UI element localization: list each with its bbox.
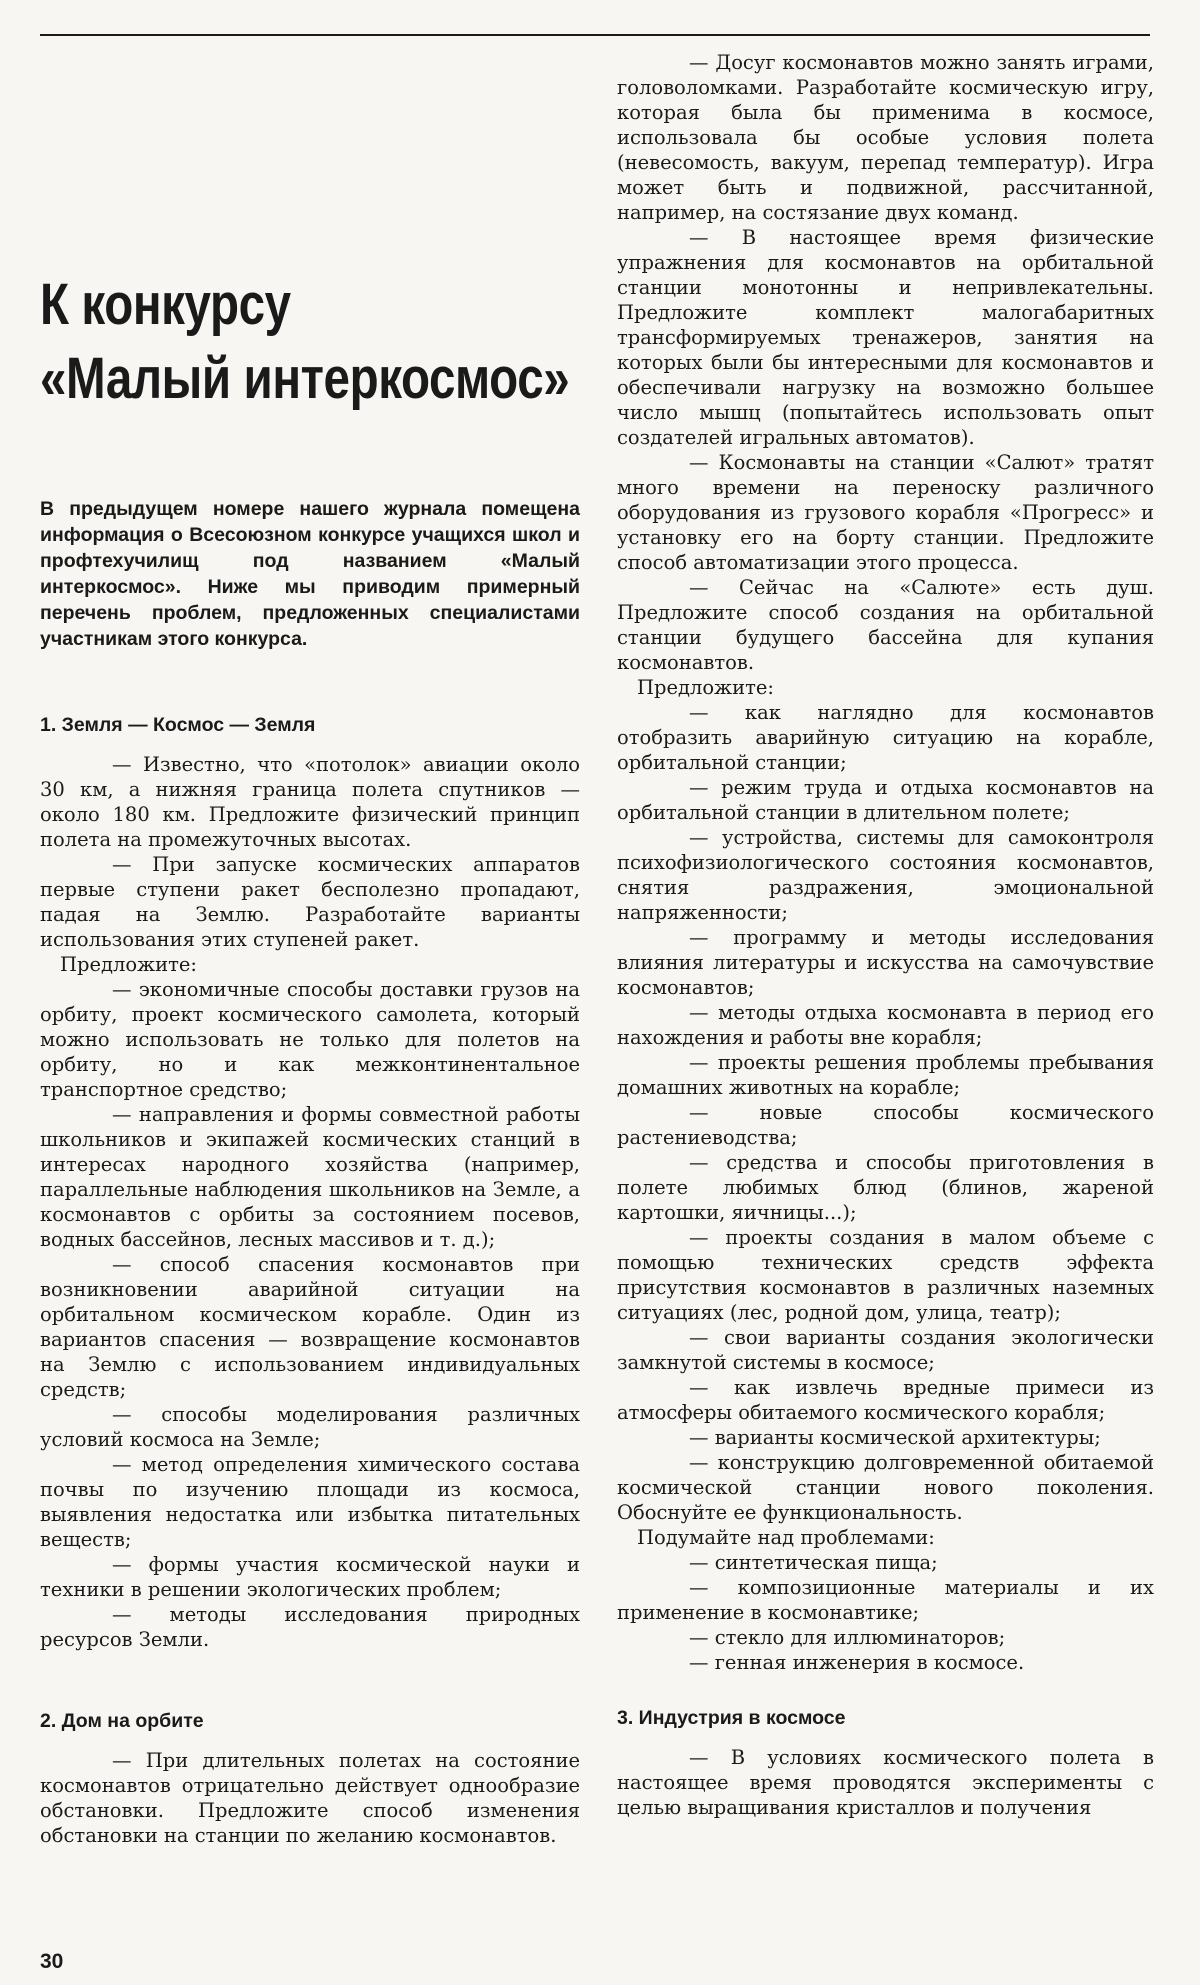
- section-2-list-item: — конструкцию долговременной обитаемой космической станции нового поколения. Обоснуйте ее функциональность.: [617, 1451, 1154, 1524]
- title-line-1: К конкурсу: [40, 272, 291, 337]
- section-2-propose-label: Предложите:: [637, 676, 774, 699]
- section-2-list-item: — средства и способы приготовления в полете любимых блюд (блинов, жареной картошки, яичницы...);: [617, 1151, 1154, 1224]
- section-2-list-item: — режим труда и отдыха космонавтов на орбитальной станции в длительном полете;: [617, 776, 1154, 824]
- section-2-heading: 2. Дом на орбите: [40, 1710, 204, 1732]
- section-2-list-item: — методы отдыха космонавта в период его нахождения и работы вне корабля;: [617, 1001, 1154, 1049]
- intro-paragraph: В предыдущем номере нашего журнала помещена информация о Всесоюзном конкурсе учащихся школ и профтехучилищ под названием «Малый интеркосмос». Ниже мы приводим примерный перечень проблем, предложенных специалистами участникам этого конкурса.: [40, 498, 580, 650]
- section-1-list-item: — способ спасения космонавтов при возникновении аварийной ситуации на орбитальном космическом корабле. Один из вариантов спасения — возвращение космонавтов на Землю с использованием индивидуальных средств;: [40, 1253, 580, 1401]
- section-1-list-item: — способы моделирования различных условий космоса на Земле;: [40, 1403, 580, 1451]
- section-2-problem-item: — композиционные материалы и их применение в космонавтике;: [617, 1576, 1154, 1624]
- section-2-list-item: — варианты космической архитектуры;: [689, 1426, 1101, 1449]
- section-1-propose-label: Предложите:: [60, 953, 197, 976]
- section-1-list-item: — формы участия космической науки и техники в решении экологических проблем;: [40, 1553, 580, 1601]
- top-rule: [40, 34, 1150, 36]
- section-2-list-item: — проекты решения проблемы пребывания домашних животных на корабле;: [617, 1051, 1154, 1099]
- section-1-paragraph: — Известно, что «потолок» авиации около 30 км, а нижняя граница полета спутников — около 180 км. Предложите физический принцип полета на промежуточных высотах.: [40, 753, 580, 851]
- left-column: [40, 50, 580, 1848]
- section-1-list-item: — экономичные способы доставки грузов на орбиту, проект космического самолета, который можно использовать не только для полетов на орбиту, но и как межконтинентальное транспортное средство;: [40, 978, 580, 1101]
- section-2-paragraph: — Космонавты на станции «Салют» тратят много времени на переноску различного оборудования из грузового корабля «Прогресс» и установку его на борту станции. Предложите способ автоматизации этого процесса.: [617, 451, 1154, 574]
- section-1-list-item: — метод определения химического состава почвы по изучению площади из космоса, выявления недостатка или избытка питательных веществ;: [40, 1453, 580, 1551]
- section-3-heading: 3. Индустрия в космосе: [617, 1707, 846, 1729]
- section-1-list-item: — методы исследования природных ресурсов Земли.: [40, 1603, 580, 1651]
- section-2-list-item: — как наглядно для космонавтов отобразить аварийную ситуацию на корабле, орбитальной станции;: [617, 701, 1154, 774]
- section-2-paragraph: — Сейчас на «Салюте» есть душ. Предложите способ создания на орбитальной станции будущего бассейна для купания космонавтов.: [617, 576, 1154, 674]
- section-2-problem-item: — генная инженерия в космосе.: [689, 1651, 1025, 1674]
- right-column: [617, 50, 1154, 1820]
- section-2-list-item: — как извлечь вредные примеси из атмосферы обитаемого космического корабля;: [617, 1376, 1154, 1424]
- section-2-list-item: — новые способы космического растениеводства;: [617, 1101, 1154, 1149]
- section-3-paragraph: — В условиях космического полета в настоящее время проводятся эксперименты с целью выращивания кристаллов и получения: [617, 1746, 1154, 1819]
- section-1-paragraph: — При запуске космических аппаратов первые ступени ракет бесполезно пропадают, падая на Землю. Разработайте варианты использования этих ступеней ракет.: [40, 853, 580, 951]
- title-line-2: «Малый интеркосмос»: [40, 346, 570, 411]
- article-title: [40, 268, 570, 416]
- section-1-list-item: — направления и формы совместной работы школьников и экипажей космических станций в интересах народного хозяйства (например, параллельные наблюдения школьников на Земле, а космонавтов с орбиты за состоянием посевов, водных бассейнов, лесных массивов и т. д.);: [40, 1103, 580, 1251]
- section-2-paragraph: — При длительных полетах на состояние космонавтов отрицательно действует однообразие обстановки. Предложите способ изменения обстановки на станции по желанию космонавтов.: [40, 1749, 580, 1847]
- section-2-list-item: — свои варианты создания экологически замкнутой системы в космосе;: [617, 1326, 1154, 1374]
- section-1-heading: 1. Земля — Космос — Земля: [40, 714, 316, 736]
- section-2-list-item: — программу и методы исследования влияния литературы и искусства на самочувствие космонавтов;: [617, 926, 1154, 999]
- section-2-problem-item: — стекло для иллюминаторов;: [689, 1626, 1006, 1649]
- section-2-list-item: — проекты создания в малом объеме с помощью технических средств эффекта присутствия космонавтов в различных наземных ситуациях (лес, родной дом, улица, театр);: [617, 1226, 1154, 1324]
- section-2-think-label: Подумайте над проблемами:: [637, 1526, 935, 1549]
- section-2-paragraph: — Досуг космонавтов можно занять играми, головоломками. Разработайте космическую игру, которая была бы применима в космосе, использовала бы особые условия полета (невесомость, вакуум, перепад температур). Игра может быть и подвижной, рассчитанной, например, на состязание двух команд.: [617, 51, 1154, 224]
- section-2-paragraph: — В настоящее время физические упражнения для космонавтов на орбитальной станции монотонны и непривлекательны. Предложите комплект малогабаритных трансформируемых тренажеров, занятия на которых были бы интересными для космонавтов и обеспечивали нагрузку на возможно большее число мышц (попытайтесь использовать опыт создателей игральных автоматов).: [617, 226, 1154, 449]
- section-2-problem-item: — синтетическая пища;: [689, 1551, 938, 1574]
- page-number: 30: [40, 1950, 64, 1973]
- section-2-list-item: — устройства, системы для самоконтроля психофизиологического состояния космонавтов, снятия раздражения, эмоциональной напряженности;: [617, 826, 1154, 924]
